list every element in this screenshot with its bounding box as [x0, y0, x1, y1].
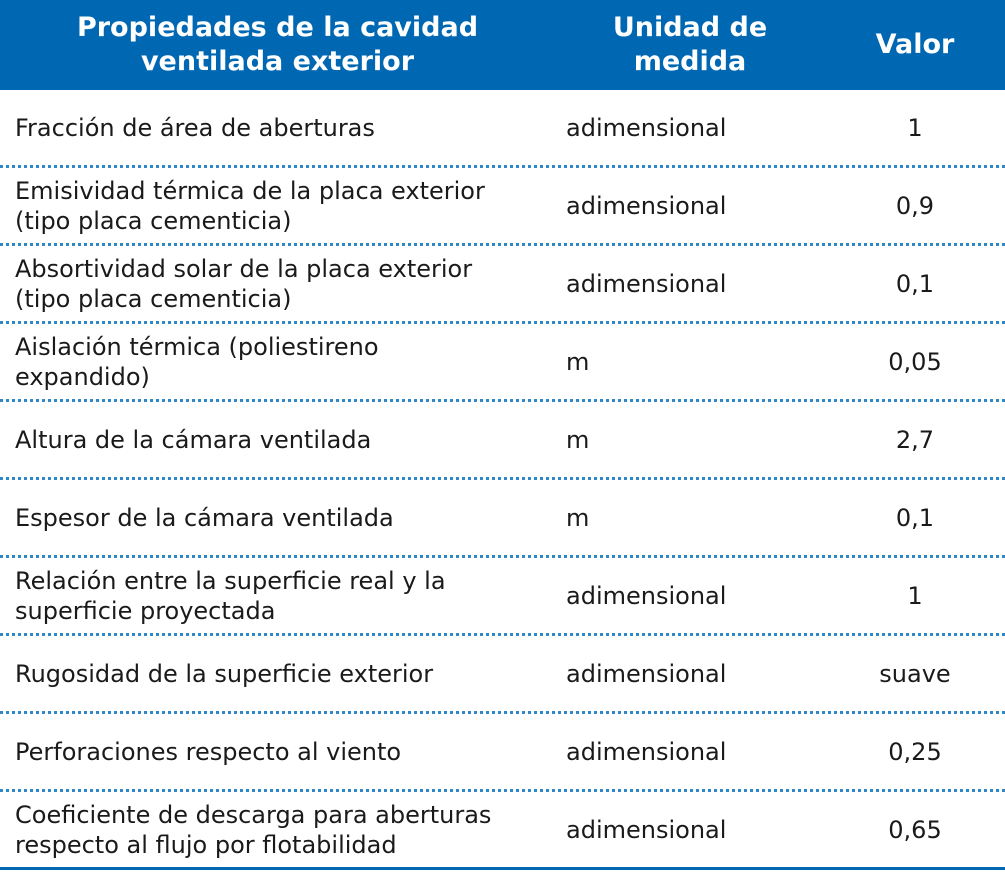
property-cell [15, 480, 535, 555]
property-cell [15, 90, 535, 165]
property-cell [15, 792, 535, 867]
unit-cell: m [566, 347, 590, 376]
value-cell: 1 [907, 581, 923, 610]
unit-cell: adimensional [566, 113, 727, 142]
table-row [0, 792, 1005, 870]
property-cell [15, 558, 535, 633]
unit-cell: m [566, 503, 590, 532]
header-unit [555, 0, 825, 90]
table-row [0, 636, 1005, 714]
value-cell: 0,1 [895, 269, 935, 298]
property-cell [15, 402, 535, 477]
header-property-line1: Propiedades de la cavidad [76, 12, 479, 43]
property-line1: Absortividad solar de la placa exterior [15, 254, 473, 283]
property-line1: Aislación térmica (poliestireno [15, 332, 379, 361]
table-row [0, 90, 1005, 168]
table-row [0, 480, 1005, 558]
value-cell: 2,7 [895, 425, 935, 454]
property-line1: Relación entre la superficie real y la [15, 566, 446, 595]
header-property [0, 0, 555, 90]
unit-cell: m [566, 425, 590, 454]
property-cell [15, 324, 535, 399]
value-cell: 0,65 [888, 815, 942, 844]
unit-cell: adimensional [566, 737, 727, 766]
value-cell: 0,1 [895, 503, 935, 532]
table-body [0, 90, 1005, 870]
property-line1: Coeficiente de descarga para aberturas [15, 800, 492, 829]
unit-cell: adimensional [566, 659, 727, 688]
property-cell [15, 714, 535, 789]
table-row [0, 558, 1005, 636]
value-cell: 1 [907, 113, 923, 142]
property-cell [15, 636, 535, 711]
property-cell [15, 246, 535, 321]
property-line2: superficie proyectada [15, 596, 276, 625]
unit-cell: adimensional [566, 269, 727, 298]
table-row [0, 324, 1005, 402]
table-row [0, 714, 1005, 792]
property-line1: Altura de la cámara ventilada [15, 425, 372, 454]
header-value-label: Valor [875, 29, 955, 60]
property-line1: Fracción de área de aberturas [15, 113, 375, 142]
header-unit-line2: medida [633, 46, 747, 77]
table-row [0, 168, 1005, 246]
value-cell: 0,05 [888, 347, 942, 376]
unit-cell: adimensional [566, 815, 727, 844]
property-line2: expandido) [15, 362, 150, 391]
property-line1: Perforaciones respecto al viento [15, 737, 402, 766]
table-row [0, 246, 1005, 324]
header-unit-line1: Unidad de [612, 12, 768, 43]
value-cell: 0,25 [888, 737, 942, 766]
header-value [825, 0, 1005, 90]
unit-cell: adimensional [566, 191, 727, 220]
header-property-line2: ventilada exterior [140, 46, 415, 77]
property-line2: (tipo placa cementicia) [15, 206, 292, 235]
property-line2: (tipo placa cementicia) [15, 284, 292, 313]
property-cell [15, 168, 535, 243]
table-header [0, 0, 1005, 90]
property-line1: Rugosidad de la superficie exterior [15, 659, 434, 688]
property-line1: Emisividad térmica de la placa exterior [15, 176, 485, 205]
property-line2: respecto al flujo por flotabilidad [15, 830, 397, 859]
property-line1: Espesor de la cámara ventilada [15, 503, 394, 532]
value-cell: suave [879, 659, 951, 688]
table-row [0, 402, 1005, 480]
value-cell: 0,9 [895, 191, 935, 220]
unit-cell: adimensional [566, 581, 727, 610]
